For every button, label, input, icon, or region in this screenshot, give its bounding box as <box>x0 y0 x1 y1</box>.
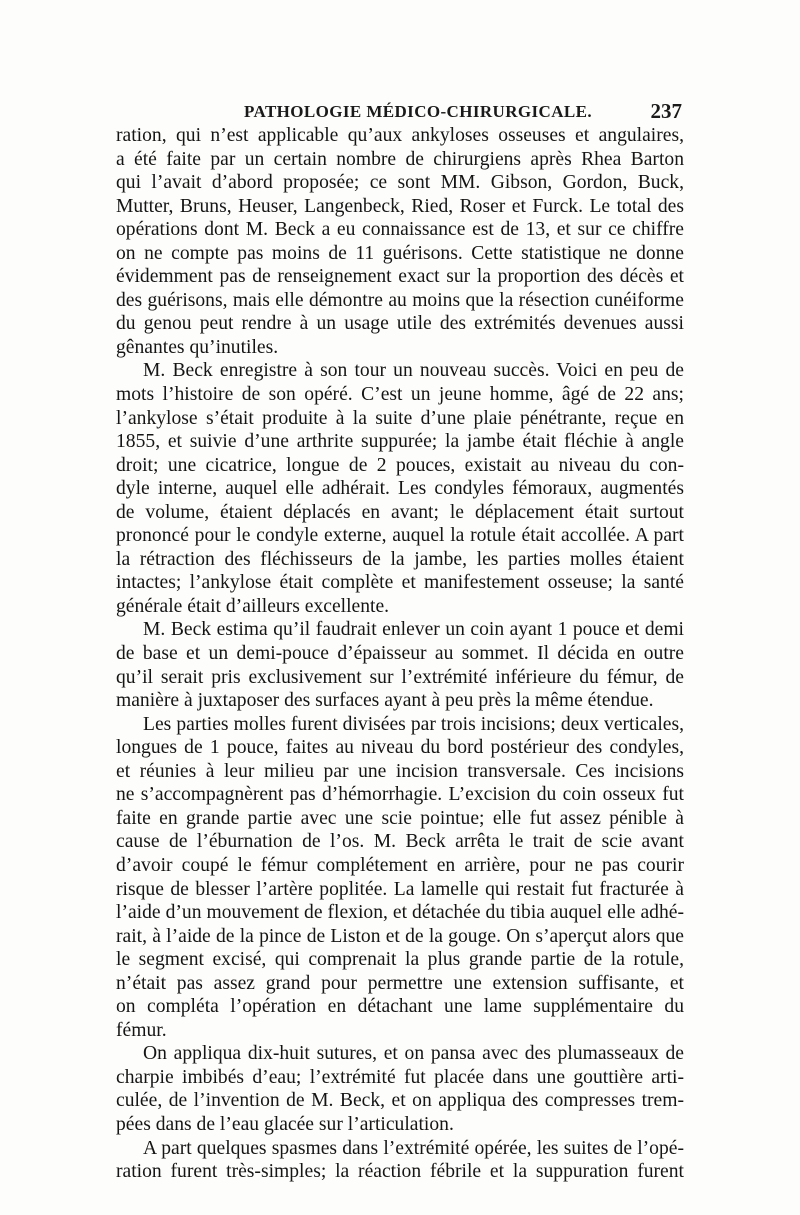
text-line: charpie imbibés d’eau; l’extrémité fut placée dans une gouttière arti- <box>116 1066 684 1088</box>
text-line: opérations dont M. Beck a eu connaissance est de 13, et sur ce chiffre <box>116 219 684 241</box>
page-number: 237 <box>650 99 682 123</box>
text-line: de volume, étaient déplacés en avant; le déplacement était surtout <box>116 501 684 523</box>
text-line: et réunies à leur milieu par une incision transversale. Ces incisions <box>116 760 684 782</box>
text-line: A part quelques spasmes dans l’extrémité opérée, les suites de l’opé- <box>143 1137 684 1159</box>
text-line: ration furent très-simples; la réaction fébrile et la suppuration furent <box>116 1161 684 1183</box>
text-line: d’avoir coupé le fémur complétement en arrière, pour ne pas courir <box>116 854 684 876</box>
text-line: évidemment pas de renseignement exact sur la proportion des décès et <box>116 266 684 288</box>
text-line: mots l’histoire de son opéré. C’est un jeune homme, âgé de 22 ans; <box>116 384 684 406</box>
text-line: culée, de l’invention de M. Beck, et on appliqua des compresses trem- <box>116 1090 684 1112</box>
text-line: intactes; l’ankylose était complète et manifestement osseuse; la santé <box>116 572 684 594</box>
text-line: M. Beck enregistre à son tour un nouveau succès. Voici en peu de <box>143 360 684 382</box>
text-line: ne s’accompagnèrent pas d’hémorrhagie. L’excision du coin osseux fut <box>116 784 684 806</box>
text-line: manière à juxtaposer des surfaces ayant à peu près la même étendue. <box>116 690 654 712</box>
text-line: pées dans de l’eau glacée sur l’articulation. <box>116 1113 454 1135</box>
running-head: PATHOLOGIE MÉDICO-CHIRURGICALE. <box>244 102 593 121</box>
text-line: droit; une cicatrice, longue de 2 pouces, existait au niveau du con- <box>116 454 684 476</box>
text-line: rait, à l’aide de la pince de Liston et de la gouge. On s’aperçut alors que <box>116 925 684 947</box>
text-line: de base et un demi-pouce d’épaisseur au sommet. Il décida en outre <box>116 643 684 665</box>
text-line: 1855, et suivie d’une arthrite suppurée; la jambe était fléchie à angle <box>116 431 684 453</box>
text-line: Mutter, Bruns, Heuser, Langenbeck, Ried, Roser et Furck. Le total des <box>116 195 684 217</box>
text-line: faite en grande partie avec une scie pointue; elle fut assez pénible à <box>116 807 684 829</box>
text-line: le segment excisé, qui comprenait la plus grande partie de la rotule, <box>116 949 684 971</box>
text-line: fémur. <box>116 1019 167 1041</box>
text-line: générale était d’ailleurs excellente. <box>116 595 390 617</box>
text-line: ration, qui n’est applicable qu’aux ankyloses osseuses et angulaires, <box>116 125 684 146</box>
text-line: l’aide d’un mouvement de flexion, et détachée du tibia auquel elle adhé- <box>116 902 684 924</box>
body-text <box>116 124 684 1184</box>
text-line: On appliqua dix-huit sutures, et on pansa avec des plumasseaux de <box>143 1043 684 1065</box>
text-line: prononcé pour le condyle externe, auquel la rotule était accollée. A part <box>116 525 684 547</box>
text-line: l’ankylose s’était produite à la suite d’une plaie pénétrante, reçue en <box>116 407 684 429</box>
text-line: n’était pas assez grand pour permettre une extension suffisante, et <box>116 972 684 994</box>
text-line: dyle interne, auquel elle adhérait. Les condyles fémoraux, augmentés <box>116 478 684 500</box>
text-line: cause de l’éburnation de l’os. M. Beck arrêta le trait de scie avant <box>116 831 684 853</box>
text-line: du genou peut rendre à un usage utile des extrémités devenues aussi <box>116 313 684 335</box>
text-line: risque de blesser l’artère poplitée. La lamelle qui restait fut fracturée à <box>116 878 684 900</box>
text-line: on ne compte pas moins de 11 guérisons. Cette statistique ne donne <box>116 242 684 264</box>
text-line: la rétraction des fléchisseurs de la jambe, les parties molles étaient <box>116 548 684 570</box>
text-line: M. Beck estima qu’il faudrait enlever un coin ayant 1 pouce et demi <box>143 619 684 641</box>
text-line: gênantes qu’inutiles. <box>116 336 279 358</box>
text-line: on compléta l’opération en détachant une lame supplémentaire du <box>116 996 684 1018</box>
text-line: qui l’avait d’abord proposée; ce sont MM. Gibson, Gordon, Buck, <box>116 172 684 194</box>
text-line: a été faite par un certain nombre de chirurgiens après Rhea Barton <box>116 148 684 170</box>
text-line: des guérisons, mais elle démontre au moins que la résection cunéiforme <box>116 289 684 311</box>
text-line: longues de 1 pouce, faites au niveau du bord postérieur des condyles, <box>116 737 684 759</box>
text-line: Les parties molles furent divisées par trois incisions; deux verticales, <box>143 713 684 735</box>
text-line: qu’il serait pris exclusivement sur l’extrémité inférieure du fémur, de <box>116 666 684 688</box>
